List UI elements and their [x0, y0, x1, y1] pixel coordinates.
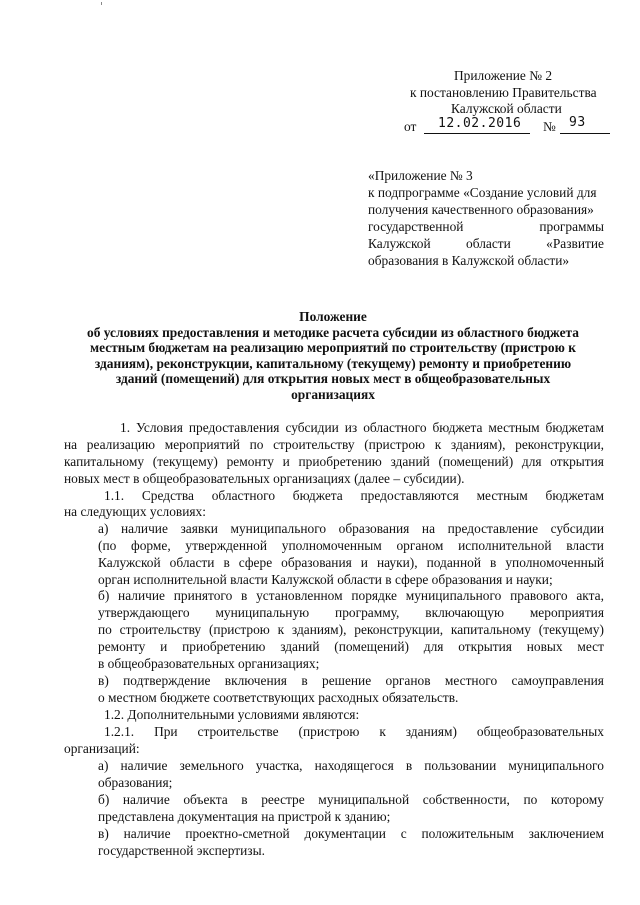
body-line: Калужской области в сфере образования и науки), поданной в уполномоченный [98, 555, 604, 570]
appendix3-line: получения качественного образования» [368, 202, 594, 217]
body-line: (по форме, утвержденной уполномоченным органом исполнительной власти [98, 538, 604, 553]
body-line: 1.1. Средства областного бюджета предоставляются местным бюджетам [104, 488, 604, 503]
body-line: образования; [98, 775, 173, 790]
title-line: местным бюджетам на реализацию мероприятий по строительству (пристрою к [90, 340, 576, 355]
resolution-reference: к постановлению Правительства [410, 85, 597, 100]
body-line: в) подтверждение включения в решение органов местного самоуправления [98, 673, 604, 688]
appendix3-line: Калужской области «Развитие [368, 236, 604, 251]
body-line: б) наличие принятого в установленном порядке муниципального правового акта, [98, 588, 604, 603]
body-line: в) наличие проектно-сметной документации с положительным заключением [98, 826, 604, 841]
body-line: а) наличие земельного участка, находящегося в пользовании муниципального [98, 758, 604, 773]
title-line: зданиям), реконструкции, капитальному (текущему) ремонту и приобретению [94, 355, 572, 371]
region-name: Калужской области [451, 101, 562, 116]
resolution-date: 12.02.2016 [438, 116, 522, 131]
title-line: об условиях предоставления и методике расчета субсидии из областного бюджета [87, 324, 579, 340]
appendix3-line: образования в Калужской области» [368, 253, 570, 268]
body-line: ремонту и приобретению зданий (помещений) для открытия новых мест [98, 639, 604, 654]
body-line: новых мест в общеобразовательных организациях (далее – субсидии). [64, 471, 465, 486]
date-underline [424, 133, 530, 134]
body-line: а) наличие заявки муниципального образования на предоставление субсидии [98, 521, 604, 536]
document-title [60, 309, 606, 402]
title-line: организациях [291, 386, 375, 402]
body-line: организаций: [64, 741, 140, 756]
appendix3-block [368, 167, 604, 269]
body-line: капитальному (текущему) ремонту и приобретению зданий (помещений) для открытия [64, 454, 604, 469]
body-line: по строительству (пристрою к зданиям), реконструкции, капитальному (текущему) [98, 622, 604, 637]
appendix-heading: Приложение № 2 [454, 68, 553, 83]
body-line: утверждающего муниципальную программу, включающую мероприятия [98, 605, 604, 620]
number-underline [560, 133, 610, 134]
appendix3-line: «Приложение № 3 [368, 168, 473, 183]
body-line: государственной экспертизы. [98, 843, 265, 858]
title-line: Положение [299, 309, 367, 324]
body-line: 1.2. Дополнительными условиями являются: [104, 707, 360, 722]
body-line: 1. Условия предоставления субсидии из областного бюджета местным бюджетам [120, 420, 604, 435]
resolution-number: 93 [569, 115, 586, 130]
scan-mark [101, 2, 102, 5]
body-line: 1.2.1. При строительстве (пристрою к зданиям) общеобразовательных [104, 724, 604, 739]
body-line: на следующих условиях: [64, 504, 206, 519]
title-line: зданий (помещений) для открытия новых мест в общеобразовательных [115, 371, 551, 386]
body-line: б) наличие объекта в реестре муниципальной собственности, по которому [98, 792, 604, 807]
appendix3-line: государственной программы [368, 219, 604, 234]
body-line: орган исполнительной власти Калужской области в сфере образования и науки; [98, 572, 553, 587]
body-line: на реализацию мероприятий по строительству (пристрою к зданиям), реконструкции, [64, 437, 604, 452]
appendix3-line: к подпрограмме «Создание условий для [368, 185, 597, 200]
body-line: представлена документация на пристрой к зданию; [98, 809, 391, 824]
number-label: № [543, 119, 556, 134]
body-line: о местном бюджете соответствующих расходных обязательств. [98, 690, 459, 705]
date-label: от [404, 119, 417, 134]
body-line: в общеобразовательных организациях; [98, 656, 320, 671]
